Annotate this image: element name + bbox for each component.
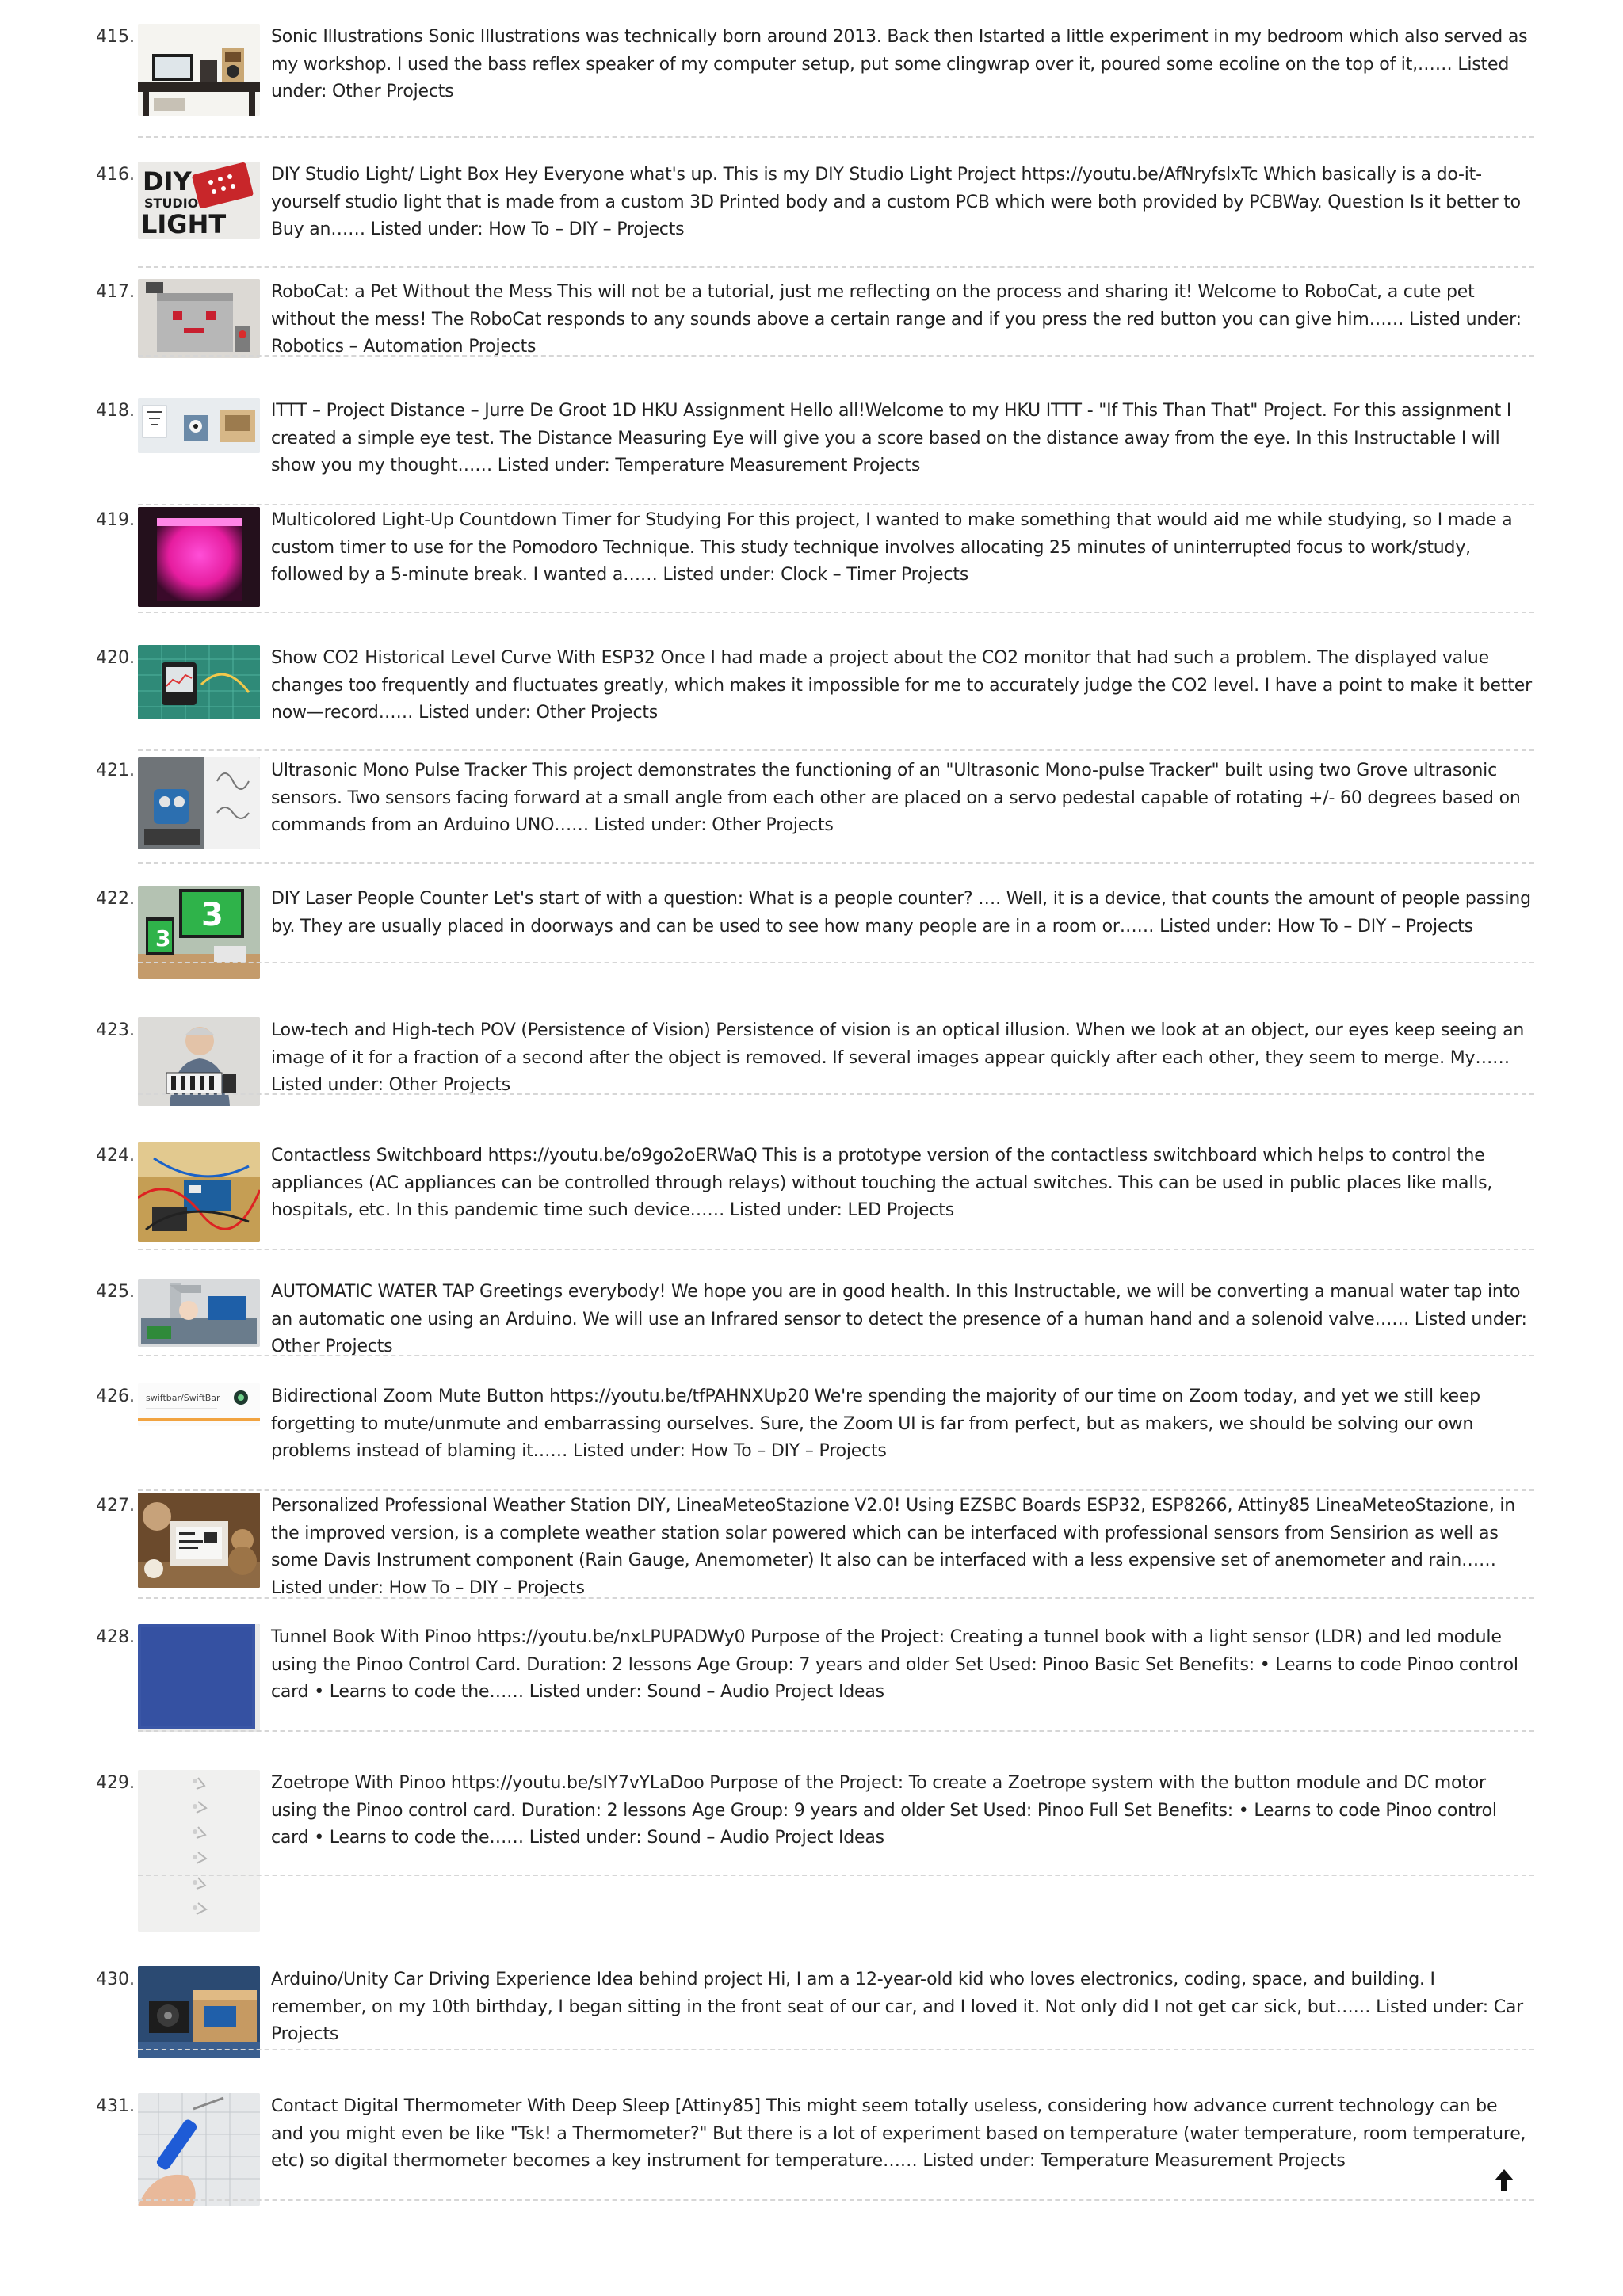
item-thumbnail[interactable] — [138, 398, 260, 453]
item-thumbnail[interactable] — [138, 279, 260, 358]
item-description[interactable]: ITTT – Project Distance – Jurre De Groot 1D HKU Assignment Hello all!Welcome to my HKU ITTT - "If This Than That" Project. For this assignment I created a simple eye test. The Distance Measuring Eye will give you a score based on the distance away from the eye. In this Instructable I will show you my thought…… Listed under: Temperature Measurement Projects — [271, 401, 1512, 475]
item-thumbnail[interactable] — [138, 2093, 260, 2206]
thumb-label: STUDIO — [144, 196, 199, 211]
item-description[interactable]: Multicolored Light-Up Countdown Timer for Studying For this project, I wanted to make something that would aid me while studying, so I made a custom timer to use for the Pomodoro Technique. This study technique involves allocating 25 minutes of uninterrupted focus to work/study, followed by a 5-minute break. I wanted a…… Listed under: Clock – Timer Projects — [271, 510, 1513, 585]
item-number: 426. — [96, 1386, 135, 1406]
separator — [138, 1355, 1534, 1356]
separator — [138, 355, 1534, 357]
thumb-label: swiftbar/SwiftBar — [146, 1393, 220, 1403]
item-description[interactable]: Low-tech and High-tech POV (Persistence of Vision) Persistence of vision is an optical illusion. When we look at an object, our eyes keep seeing an image of it for a fraction of a second after the object is removed. If several images appear quickly after each other, they seem to merge. My…… Listed under: Other Projects — [271, 1020, 1525, 1095]
separator — [138, 2199, 1534, 2201]
separator — [138, 136, 1534, 138]
item-thumbnail[interactable] — [138, 886, 260, 979]
separator — [138, 612, 1534, 613]
item-description[interactable]: Arduino/Unity Car Driving Experience Idea behind project Hi, I am a 12-year-old kid who loves electronics, coding, space, and building. I remember, on my 10th birthday, I began sitting in the front seat of our car, and I loved it. Not only did I not get car sick, but…… Listed under: Car Projects — [271, 1970, 1524, 2044]
item-number: 424. — [96, 1146, 135, 1165]
item-number: 420. — [96, 648, 135, 668]
separator — [138, 266, 1534, 268]
item-thumbnail[interactable] — [138, 1966, 260, 2058]
item-number: 422. — [96, 889, 135, 909]
separator — [138, 1489, 1534, 1491]
item-number: 430. — [96, 1970, 135, 1989]
thumb-label: 3 — [155, 925, 171, 952]
item-thumbnail[interactable] — [138, 1383, 260, 1426]
item-thumbnail[interactable] — [138, 507, 260, 607]
item-description[interactable]: Tunnel Book With Pinoo https://youtu.be/nxLPUPADWy0 Purpose of the Project: Creating a tunnel book with a light sensor (LDR) and led module using the Pinoo Control Card. Duration: 2 lessons Age Group: 7 years and older Set Used: Pinoo Basic Set Benefits: • Learns to code Pinoo control card • Learns to code the…… Listed under: Sound – Audio Project Ideas — [271, 1627, 1518, 1702]
item-description[interactable]: Contactless Switchboard https://youtu.be/o9go2oERWaQ This is a prototype version of the contactless switchboard which helps to control the appliances (AC appliances can be controlled through relays) without touching the actual switches. This can be used in public places like malls, hospitals, etc. In this pandemic time such device…… Listed under: LED Projects — [271, 1146, 1493, 1220]
item-description[interactable]: RoboCat: a Pet Without the Mess This will not be a tutorial, just me reflecting on the process and sharing it! Welcome to RoboCat, a cute pet without the mess! The RoboCat responds to any sounds above a certain range and if you press the red button you can give him…… Listed under: Robotics – Automation Projects — [271, 282, 1522, 357]
separator — [138, 1249, 1534, 1250]
item-number: 419. — [96, 510, 135, 530]
item-description[interactable]: Ultrasonic Mono Pulse Tracker This project demonstrates the functioning of an "Ultrasonic Mono-pulse Tracker" built using two Grove ultrasonic sensors. Two sensors facing forward at a small angle from each other are placed on a servo pedestal capable of rotating +/- 60 degrees based on commands from an Arduino UNO…… Listed under: Other Projects — [271, 761, 1521, 835]
separator — [138, 1093, 1534, 1095]
separator — [138, 1597, 1534, 1599]
item-thumbnail[interactable] — [138, 162, 260, 239]
item-description[interactable]: Personalized Professional Weather Station DIY, LineaMeteoStazione V2.0! Using EZSBC Boards ESP32, ESP8266, Attiny85 LineaMeteoStazione, in the improved version, is a complete weather station solar powered which can be interfaced with professional sensors from Sensirion as well as some Davis Instrument component (Rain Gauge, Anemometer) It also can be interfaced with a less expensive set of anemometer and rain…… Listed under: How To – DIY – Projects — [271, 1496, 1516, 1598]
thumb-label: 3 — [201, 897, 223, 933]
separator — [138, 504, 1534, 505]
item-number: 415. — [96, 27, 135, 47]
item-number: 416. — [96, 165, 135, 185]
thumb-label: LIGHT — [141, 209, 227, 239]
item-description[interactable]: DIY Studio Light/ Light Box Hey Everyone what's up. This is my DIY Studio Light Project https://youtu.be/AfNryfslxTc Which basically is a do-it-yourself studio light that is made from a custom 3D Printed body and a custom PCB which were both provided by PCBWay. Question Is it better to Buy an…… Listed under: How To – DIY – Projects — [271, 165, 1521, 239]
item-number: 427. — [96, 1496, 135, 1516]
thumb-label: DIY — [143, 166, 192, 196]
item-thumbnail[interactable] — [138, 1279, 260, 1347]
separator — [138, 962, 1534, 963]
item-number: 429. — [96, 1773, 135, 1793]
item-thumbnail[interactable] — [138, 1770, 260, 1932]
item-thumbnail[interactable] — [138, 645, 260, 719]
item-number: 423. — [96, 1020, 135, 1040]
item-description[interactable]: Show CO2 Historical Level Curve With ESP32 Once I had made a project about the CO2 monitor that had such a problem. The displayed value changes too frequently and fluctuates greatly, which makes it impossible for me to accurately judge the CO2 level. I have a point to make it better now—record…… Listed under: Other Projects — [271, 648, 1532, 723]
item-number: 418. — [96, 401, 135, 421]
item-thumbnail[interactable] — [138, 757, 260, 849]
item-number: 425. — [96, 1282, 135, 1302]
arrow-up-icon — [1493, 2168, 1515, 2193]
item-description[interactable]: Zoetrope With Pinoo https://youtu.be/sIY7vYLaDoo Purpose of the Project: To create a Zoetrope system with the button module and DC motor using the Pinoo control card. Duration: 2 lessons Age Group: 9 years and older Set Used: Pinoo Full Set Benefits: • Learns to code Pinoo control card • Learns to code the…… Listed under: Sound – Audio Project Ideas — [271, 1773, 1497, 1848]
separator — [138, 862, 1534, 864]
separator — [138, 1875, 1534, 1876]
separator — [138, 1730, 1534, 1732]
separator — [138, 2049, 1534, 2050]
item-number: 417. — [96, 282, 135, 302]
item-number: 428. — [96, 1627, 135, 1647]
item-description[interactable]: Bidirectional Zoom Mute Button https://youtu.be/tfPAHNXUp20 We're spending the majority of our time on Zoom today, and yet we still keep forgetting to mute/unmute and embarrassing ourselves. Sure, the Zoom UI is far from perfect, but as makers, we should be solving our own problems instead of blaming it…… Listed under: How To – DIY – Projects — [271, 1386, 1480, 1461]
item-description[interactable]: DIY Laser People Counter Let's start of with a question: What is a people counter? …. Well, it is a device, that counts the amount of people passing by. They are usually placed in doorways and can be used to see how many people are in a room or…… Listed under: How To – DIY – Projects — [271, 889, 1531, 936]
item-number: 431. — [96, 2096, 135, 2116]
separator — [138, 749, 1534, 751]
item-description[interactable]: Contact Digital Thermometer With Deep Sleep [Attiny85] This might seem totally useless, considering how advance current technology can be and you might even be like "Tsk! a Thermometer?" But there is a lot of experiment based on temperature (water temperature, room temperature, etc) so digital thermometer becomes a key instrument for temperature…… Listed under: Temperature Measurement Projects — [271, 2096, 1526, 2171]
item-number: 421. — [96, 761, 135, 780]
item-description[interactable]: AUTOMATIC WATER TAP Greetings everybody! We hope you are in good health. In this Instructable, we will be converting a manual water tap into an automatic one using an Arduino. We will use an Infrared sensor to detect the presence of a human hand and a solenoid valve…… Listed under: Other Projects — [271, 1282, 1527, 1356]
back-to-top-button[interactable] — [1493, 2168, 1515, 2193]
item-description[interactable]: Sonic Illustrations Sonic Illustrations was technically born around 2013. Back then Istarted a little experiment in my bedroom which also served as my workshop. I used the bass reflex speaker of my computer setup, put some clingwrap over it, poured some ecoline on the top of it,…… Listed under: Other Projects — [271, 27, 1528, 101]
item-thumbnail[interactable] — [138, 1142, 260, 1242]
item-thumbnail[interactable] — [138, 24, 260, 116]
item-thumbnail[interactable] — [138, 1624, 260, 1732]
item-thumbnail[interactable] — [138, 1493, 260, 1588]
